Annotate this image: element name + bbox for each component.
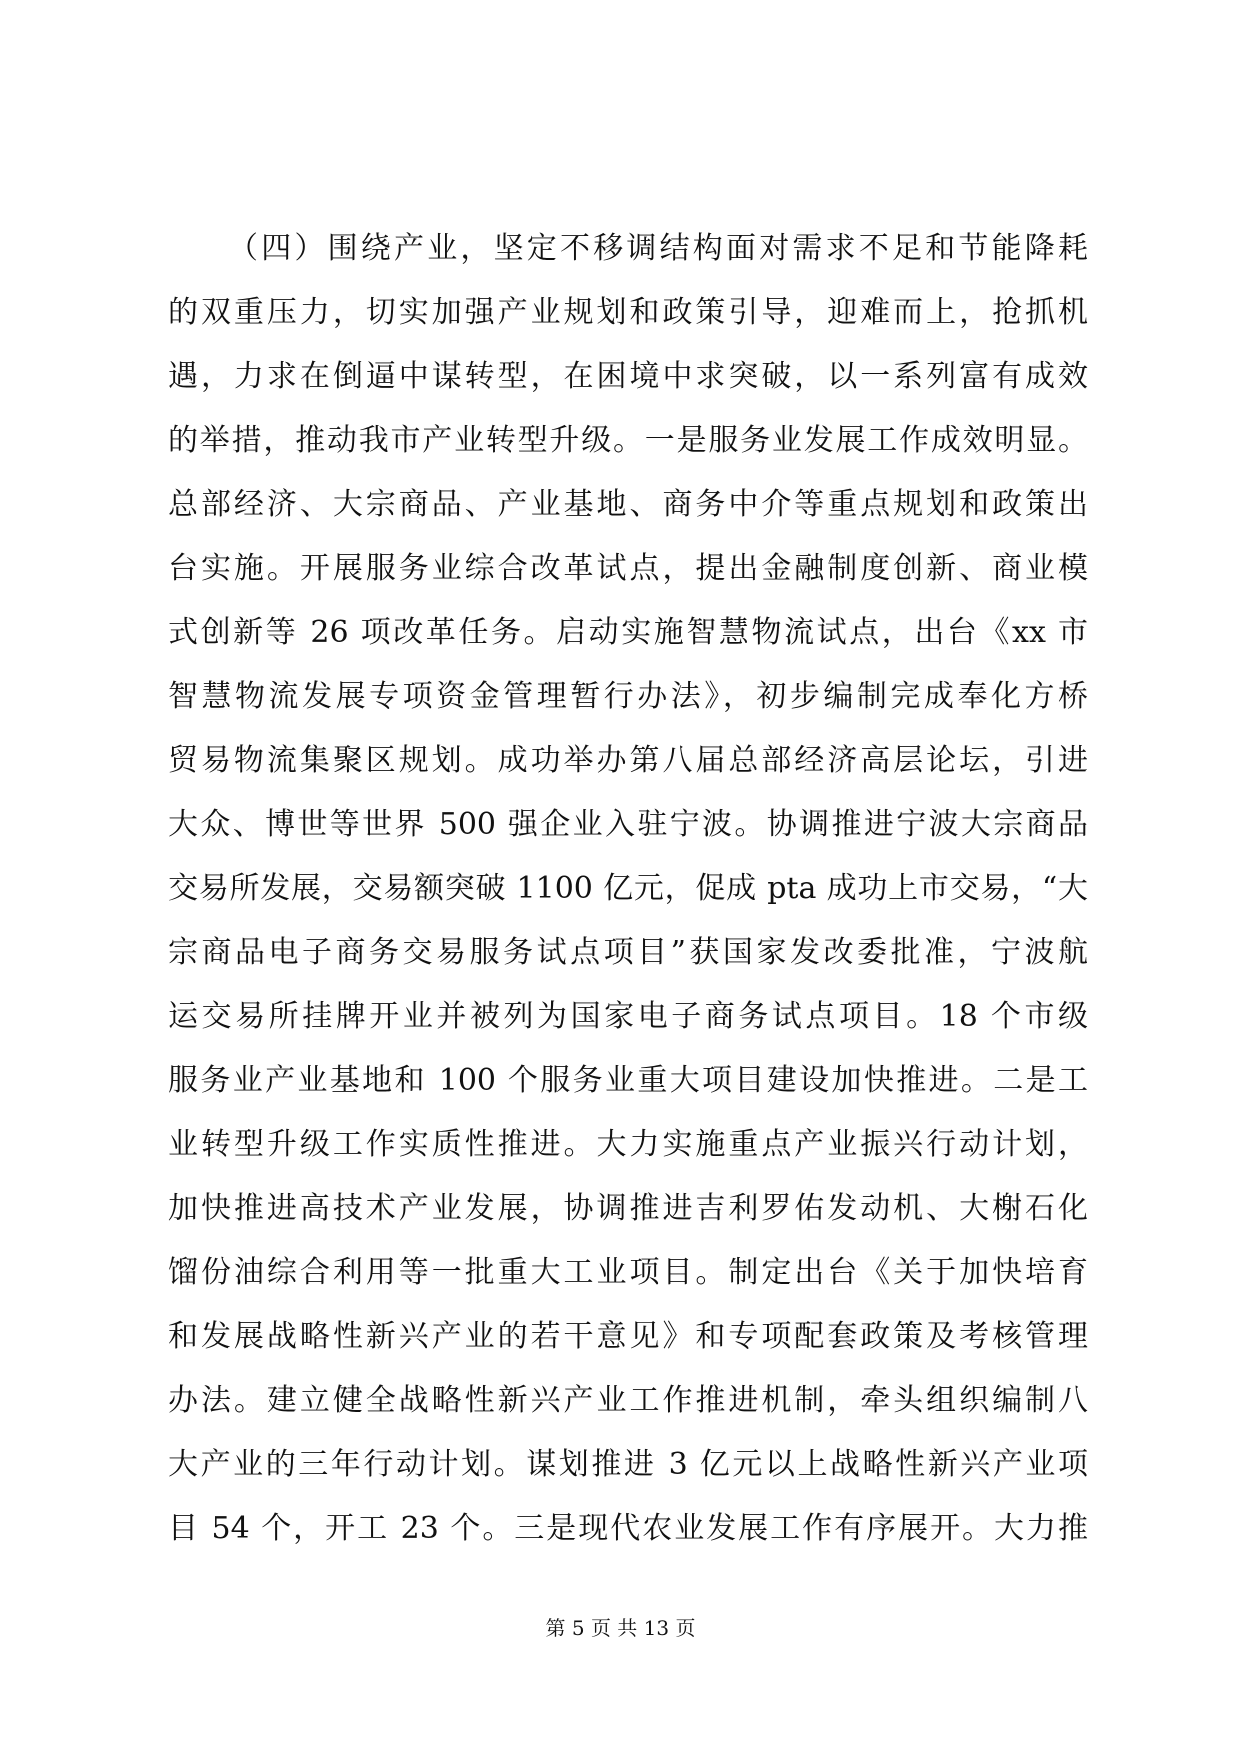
text-line: 的举措，推动我市产业转型升级。一是服务业发展工作成效明显。 [168,423,1088,458]
body-text [168,233,1088,1577]
text-line: 办法。建立健全战略性新兴产业工作推进机制，牵头组织编制八 [168,1383,1088,1418]
text-line: 馏份油综合利用等一批重大工业项目。制定出台《关于加快培育 [168,1255,1088,1290]
page-footer: 第 5 页 共 13 页 [545,1616,696,1640]
text-line: 大众、博世等世界 500 强企业入驻宁波。协调推进宁波大宗商品 [168,807,1088,842]
text-line: 交易所发展，交易额突破 1100 亿元，促成 pta 成功上市交易，“大 [168,871,1088,906]
text-line: 大产业的三年行动计划。谋划推进 3 亿元以上战略性新兴产业项 [168,1447,1088,1482]
text-line: 智慧物流发展专项资金管理暂行办法》，初步编制完成奉化方桥 [168,679,1088,714]
text-line: 总部经济、大宗商品、产业基地、商务中介等重点规划和政策出 [168,487,1088,522]
text-line: 式创新等 26 项改革任务。启动实施智慧物流试点，出台《xx 市 [168,615,1088,650]
text-line: 的双重压力，切实加强产业规划和政策引导，迎难而上，抢抓机 [168,295,1088,330]
text-line: 目 54 个，开工 23 个。三是现代农业发展工作有序展开。大力推 [168,1511,1088,1546]
text-line: 和发展战略性新兴产业的若干意见》和专项配套政策及考核管理 [168,1319,1088,1354]
text-line: 宗商品电子商务交易服务试点项目”获国家发改委批准，宁波航 [168,935,1088,970]
text-line: 运交易所挂牌开业并被列为国家电子商务试点项目。18 个市级 [168,999,1088,1034]
text-line: 遇，力求在倒逼中谋转型，在困境中求突破，以一系列富有成效 [168,359,1088,394]
text-line: （四）围绕产业，坚定不移调结构面对需求不足和节能降耗 [228,231,1088,266]
text-line: 服务业产业基地和 100 个服务业重大项目建设加快推进。二是工 [168,1063,1088,1098]
text-line: 台实施。开展服务业综合改革试点，提出金融制度创新、商业模 [168,551,1088,586]
text-line: 业转型升级工作实质性推进。大力实施重点产业振兴行动计划， [168,1127,1088,1162]
text-line: 贸易物流集聚区规划。成功举办第八届总部经济高层论坛，引进 [168,743,1088,778]
text-line: 加快推进高技术产业发展，协调推进吉利罗佑发动机、大榭石化 [168,1191,1088,1226]
